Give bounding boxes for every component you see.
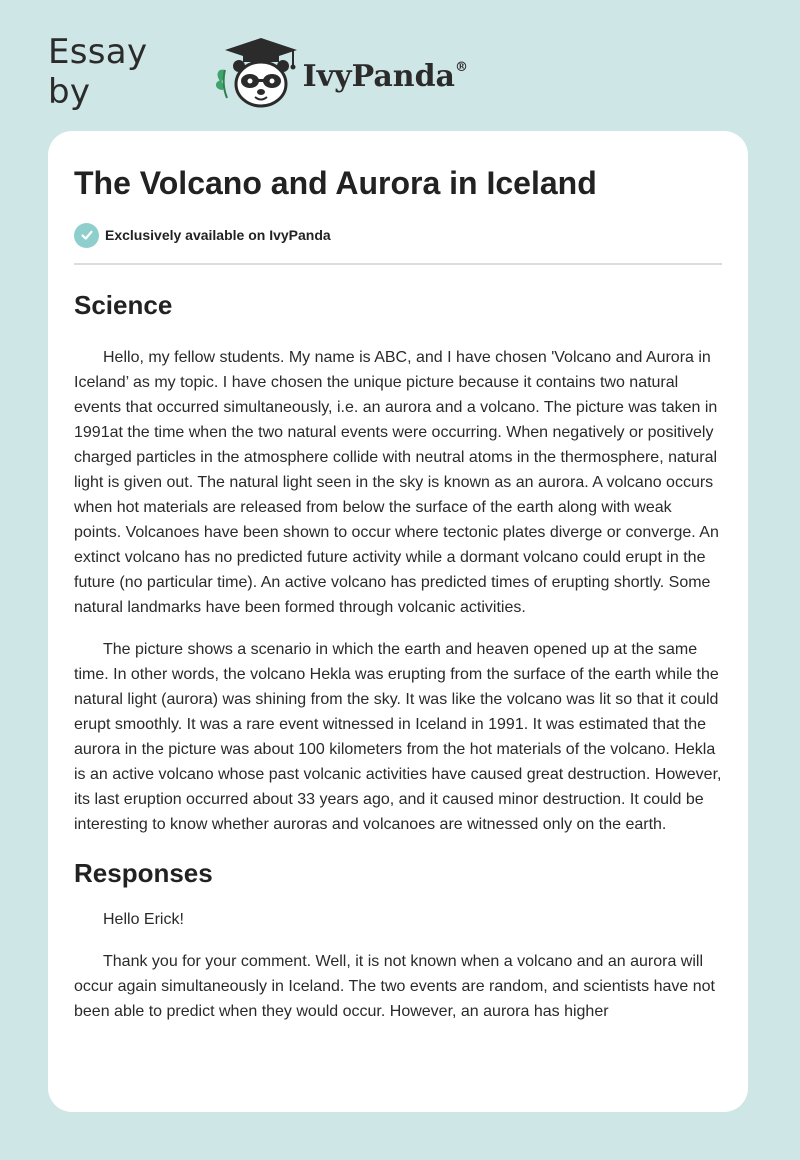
brand-text: IvyPanda — [302, 58, 455, 94]
panda-graduation-cap-icon — [211, 34, 301, 110]
registered-mark: ® — [455, 59, 468, 75]
section-heading-responses: Responses — [74, 858, 213, 888]
check-icon — [74, 223, 99, 248]
paragraph: Hello, my fellow students. My name is ABC, and I have chosen 'Volcano and Aurora in Iceland’ as my topic. I have chosen the unique picture because it contains two natural events that occurred simultaneously, i.e. an aurora and a volcano. The picture was taken in 1991at the time when the two natural events were occurring. When negatively or positively charged particles in the atmosphere collide with neutral atoms in the thermosphere, natural light is given out. The natural light seen in the sky is known as an aurora. A volcano occurs when hot materials are released from below the surface of the earth along with weak points. Volcanoes have been shown to occur where tectonic plates diverge or converge. An extinct volcano has no predicted future activity while a dormant volcano could erupt in the future (no particular time). An active volcano has predicted times of erupting shortly. Some natural landmarks have been formed through volcanic activities. — [74, 349, 719, 616]
essay-content — [74, 161, 722, 1024]
exclusive-badge — [74, 221, 722, 249]
exclusive-label: Exclusively available on IvyPanda — [105, 227, 331, 243]
brand-name — [303, 59, 468, 94]
section-heading-science: Science — [74, 290, 173, 320]
ivypanda-logo[interactable] — [211, 34, 468, 110]
essay-by-label: Essay by — [48, 32, 148, 112]
essay-card — [48, 131, 748, 1112]
site-header — [48, 34, 468, 110]
paragraph: The picture shows a scenario in which the earth and heaven opened up at the same time. In other words, the volcano Hekla was erupting from the surface of the earth while the natural light (aurora) was shining from the sky. It was like the volcano was lit so that it could erupt smoothly. It was a rare event witnessed in Iceland in 1991. It was estimated that the aurora in the picture was about 100 kilometers from the hot materials of the volcano. Hekla is an active volcano whose past volcanic activities have caused great destruction. However, its last eruption occurred about 33 years ago, and it caused minor destruction. It could be interesting to know whether auroras and volcanoes are witnessed only on the earth. — [74, 641, 722, 833]
page-title: The Volcano and Aurora in Iceland — [74, 165, 597, 201]
paragraph: Hello Erick! — [103, 911, 184, 928]
paragraph: Thank you for your comment. Well, it is not known when a volcano and an aurora will occur again simultaneously in Iceland. The two events are random, and scientists have not been able to predict when they would occur. However, an aurora has higher — [74, 953, 715, 1020]
divider — [74, 263, 722, 265]
